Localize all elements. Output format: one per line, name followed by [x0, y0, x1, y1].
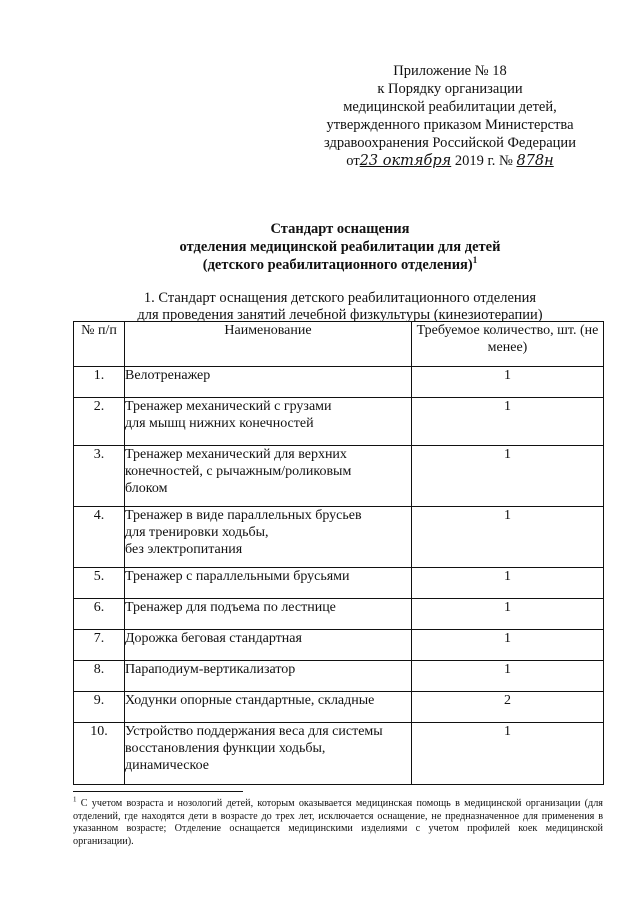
row-number: 7. — [74, 630, 125, 661]
row-number: 5. — [74, 568, 125, 599]
handwritten-date: 23 октября — [359, 153, 452, 169]
table-row — [74, 661, 604, 692]
row-name — [125, 630, 412, 661]
table-row — [74, 630, 604, 661]
header-name: Наименование — [125, 322, 412, 367]
appendix-line-5: здравоохранения Российской Федерации — [324, 135, 576, 151]
row-quantity: 1 — [412, 398, 604, 446]
appendix-line-3: медицинской реабилитации детей, — [343, 99, 557, 115]
row-name-line: восстановления функции ходьбы, — [125, 741, 326, 756]
header-qty-line-2: количество, шт. (не менее) — [483, 323, 599, 355]
row-number: 8. — [74, 661, 125, 692]
header-num-line-2: п/п — [97, 323, 117, 338]
footnote-text: С учетом возраста и нозологий детей, которым оказывается медицинская помощь в медицинской организации (для отделений, где находятся дети в возрасте до трех лет, исключается оснащение, не предназначенное для применения в указанном возрасте; Отделение оснащается медицинскими изделиями с учетом профилей коек медицинской организации). — [73, 798, 603, 847]
row-name — [125, 367, 412, 398]
row-name-line: Дорожка беговая стандартная — [125, 631, 302, 646]
appendix-line-1: Приложение № 18 — [393, 63, 507, 79]
row-name — [125, 446, 412, 507]
table-row — [74, 446, 604, 507]
document-title — [70, 220, 610, 274]
row-name — [125, 568, 412, 599]
table-row — [74, 599, 604, 630]
row-quantity: 1 — [412, 599, 604, 630]
section-line-1: 1. Стандарт оснащения детского реабилитационного отделения — [143, 290, 537, 306]
table-row — [74, 398, 604, 446]
header-num — [74, 322, 125, 367]
row-name — [125, 723, 412, 785]
row-name — [125, 599, 412, 630]
row-quantity: 1 — [412, 367, 604, 398]
row-number: 3. — [74, 446, 125, 507]
row-name-line: Тренажер с параллельными брусьями — [125, 569, 350, 584]
row-name-line: для тренировки ходьбы, — [125, 525, 269, 540]
row-name-line: Параподиум-вертикализатор — [125, 662, 296, 677]
header-num-line-1: № — [81, 323, 95, 338]
date-year: 2019 г. № — [454, 153, 513, 169]
title-line-3-text: (детского реабилитационного отделения) — [202, 257, 473, 273]
row-name-line: Тренажер для подъема по лестнице — [125, 600, 336, 615]
table-row — [74, 568, 604, 599]
title-line-1: Стандарт оснащения — [270, 221, 410, 237]
title-line-3 — [70, 256, 610, 274]
row-name — [125, 661, 412, 692]
row-quantity: 1 — [412, 661, 604, 692]
row-quantity: 1 — [412, 446, 604, 507]
handwritten-order-number: 878н — [516, 153, 554, 169]
row-number: 2. — [74, 398, 125, 446]
row-number: 1. — [74, 367, 125, 398]
section-heading — [70, 290, 610, 324]
row-name-line: Тренажер в виде параллельных брусьев — [125, 508, 362, 523]
row-quantity: 1 — [412, 568, 604, 599]
table-row — [74, 507, 604, 568]
footnote-mark: 1 — [73, 795, 77, 804]
table-row — [74, 723, 604, 785]
appendix-date-line — [300, 152, 600, 170]
section-line-2: для проведения занятий лечебной физкультуры (кинезиотерапии) — [137, 307, 543, 323]
date-prefix: от — [346, 153, 360, 169]
appendix-header — [300, 62, 600, 170]
table-row — [74, 692, 604, 723]
row-name-line: Тренажер механический с грузами — [125, 399, 332, 414]
row-number: 9. — [74, 692, 125, 723]
row-name-line: без электропитания — [125, 542, 243, 557]
row-name-line: Устройство поддержания веса для системы — [125, 724, 383, 739]
row-name — [125, 692, 412, 723]
row-name-line: Ходунки опорные стандартные, складные — [125, 693, 375, 708]
row-name — [125, 398, 412, 446]
row-name-line: конечностей, с рычажным/роликовым — [125, 464, 352, 479]
header-qty-line-1: Требуемое — [416, 323, 480, 338]
footnote — [73, 795, 603, 848]
table-header-row — [74, 322, 604, 367]
row-quantity: 1 — [412, 630, 604, 661]
row-quantity: 1 — [412, 507, 604, 568]
row-name-line: динамическое — [125, 758, 209, 773]
row-name-line: Тренажер механический для верхних — [125, 447, 347, 462]
row-number: 4. — [74, 507, 125, 568]
appendix-line-2: к Порядку организации — [377, 81, 523, 97]
row-number: 6. — [74, 599, 125, 630]
row-quantity: 2 — [412, 692, 604, 723]
header-qty — [412, 322, 604, 367]
equipment-table — [73, 321, 604, 785]
row-number: 10. — [74, 723, 125, 785]
row-name-line: Велотренажер — [125, 368, 211, 383]
title-footnote-mark: 1 — [472, 255, 478, 266]
table-row — [74, 367, 604, 398]
footnote-divider — [73, 791, 243, 792]
title-line-2: отделения медицинской реабилитации для детей — [179, 239, 501, 255]
row-quantity: 1 — [412, 723, 604, 785]
table-body — [74, 367, 604, 785]
row-name — [125, 507, 412, 568]
row-name-line: блоком — [125, 481, 168, 496]
row-name-line: для мышц нижних конечностей — [125, 416, 314, 431]
appendix-line-4: утвержденного приказом Министерства — [326, 117, 574, 133]
